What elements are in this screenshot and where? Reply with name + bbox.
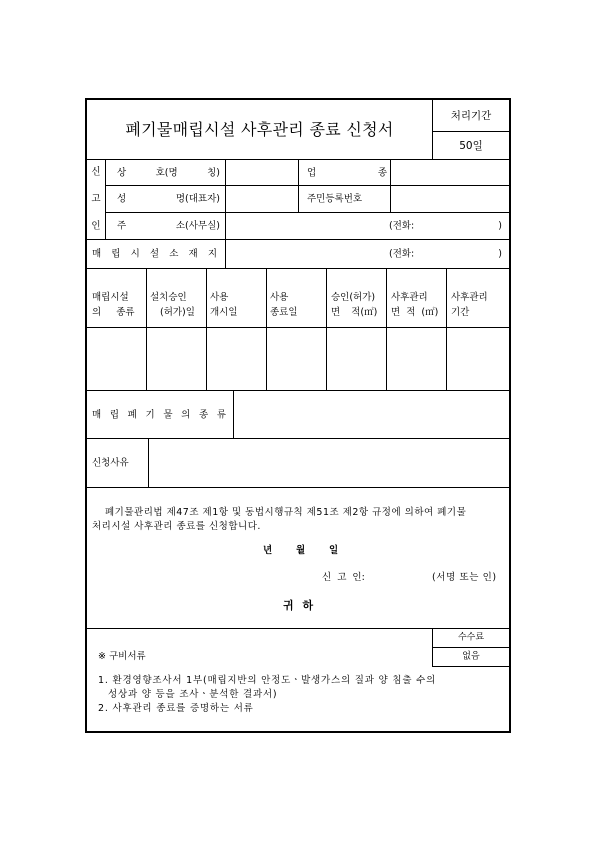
business-type-field[interactable] (390, 159, 510, 186)
address-label-cell (105, 212, 226, 240)
fee-label-cell (432, 628, 510, 648)
form-title: 폐기물매립시설 사후관리 종료 신청서 (125, 119, 394, 139)
processing-period-value-cell (432, 131, 510, 160)
attachments-heading: ※ 구비서류 (98, 651, 146, 662)
representative-field[interactable] (225, 185, 299, 213)
facility-location-phone-label: (전화: (389, 248, 415, 260)
facility-location-label: 매 립 시 설 소 재 지 (92, 248, 217, 260)
representative-label: 성 명(대표자) (117, 193, 220, 205)
trade-name-field[interactable] (225, 159, 299, 186)
reason-label: 신청사유 (92, 457, 129, 469)
reason-label-cell (86, 438, 149, 488)
title-cell (86, 99, 433, 160)
column-header-line: 사용 (210, 292, 229, 303)
address-phone-label: (전화: (389, 220, 415, 232)
applicant-signature-label: 신 고 인: (322, 572, 365, 583)
business-type-label-cell (298, 159, 391, 186)
signature-note: (서명 또는 인) (432, 572, 497, 583)
column-header-line: 종료일 (270, 307, 298, 318)
facility-table-field[interactable] (386, 327, 447, 391)
date-year-label: 년 (263, 545, 273, 556)
facility-table-header (266, 268, 327, 328)
facility-table-field[interactable] (146, 327, 207, 391)
facility-location-label-cell (86, 239, 226, 269)
fee-value: 없음 (462, 651, 480, 662)
attachment-item-line: 1. 환경영향조사서 1부(매립지반의 안정도ㆍ발생가스의 질과 양 침출 수의 (98, 675, 437, 686)
column-header-line: 사후관리 (451, 292, 488, 303)
waste-type-label-cell (86, 390, 234, 439)
facility-table-field[interactable] (446, 327, 510, 391)
facility-table-header (386, 268, 447, 328)
facility-table-header (146, 268, 207, 328)
waste-type-label: 매 립 폐 기 물 의 종 류 (92, 408, 226, 420)
facility-table-field[interactable] (86, 327, 147, 391)
column-header-line: 승인(허가) (331, 292, 376, 303)
column-header-line: 기간 (451, 307, 470, 318)
declaration-section (86, 487, 510, 629)
declaration-text-line: 처리시설 사후관리 종료를 신청합니다. (92, 521, 261, 532)
facility-table-header (446, 268, 510, 328)
resident-number-label: 주민등록번호 (307, 193, 363, 205)
processing-period-label: 처리기간 (450, 109, 492, 122)
addressee-label: 귀 하 (283, 599, 314, 612)
column-header-line: 사용 (270, 292, 289, 303)
facility-table-field[interactable] (326, 327, 387, 391)
address-label: 주 소(사무실) (117, 220, 220, 232)
fee-value-cell (432, 647, 510, 667)
column-header-line: 개시일 (210, 307, 238, 318)
facility-table-header (86, 268, 147, 328)
applicant-side-cell (86, 159, 106, 240)
column-header-line: (허가)일 (160, 307, 195, 318)
facility-table-field[interactable] (206, 327, 267, 391)
attachment-item-line: 성상과 양 등을 조사ㆍ분석한 결과서) (108, 689, 278, 700)
column-header-line: 매립시설 (92, 292, 129, 303)
facility-location-phone-close: ) (498, 248, 502, 260)
facility-table-header (326, 268, 387, 328)
date-month-label: 월 (296, 545, 306, 556)
facility-location-field[interactable] (225, 239, 510, 269)
column-header-line: 면 적(㎡) (331, 307, 378, 318)
reason-field[interactable] (148, 438, 510, 488)
facility-table-header (206, 268, 267, 328)
fee-label: 수수료 (457, 632, 485, 643)
column-header-line: 사후관리 (391, 292, 428, 303)
representative-label-cell (105, 185, 226, 213)
address-phone-close: ) (498, 220, 502, 232)
attachment-item-line: 2. 사후관리 종료를 증명하는 서류 (98, 703, 254, 714)
waste-type-field[interactable] (233, 390, 510, 439)
applicant-side-char: 신 (91, 166, 101, 178)
trade-name-label: 상 호(명 칭) (117, 166, 220, 178)
declaration-text-line: 폐기물관리법 제47조 제1항 및 동법시행규칙 제51조 제2항 규정에 의하여 폐기물 (105, 507, 467, 518)
column-header-line: 설치승인 (150, 292, 187, 303)
processing-period-value: 50일 (459, 139, 483, 152)
business-type-label: 업 종 (307, 166, 387, 178)
facility-table-field[interactable] (266, 327, 327, 391)
column-header-line: 의 종류 (92, 307, 135, 318)
resident-number-field[interactable] (390, 185, 510, 213)
date-day-label: 일 (329, 545, 339, 556)
column-header-line: 면 적 (㎡) (391, 307, 439, 318)
applicant-side-char: 고 (91, 193, 101, 205)
resident-number-label-cell (298, 185, 391, 213)
address-field[interactable] (225, 212, 510, 240)
processing-period-label-cell (432, 99, 510, 132)
trade-name-label-cell (105, 159, 226, 186)
applicant-side-char: 인 (91, 220, 101, 232)
